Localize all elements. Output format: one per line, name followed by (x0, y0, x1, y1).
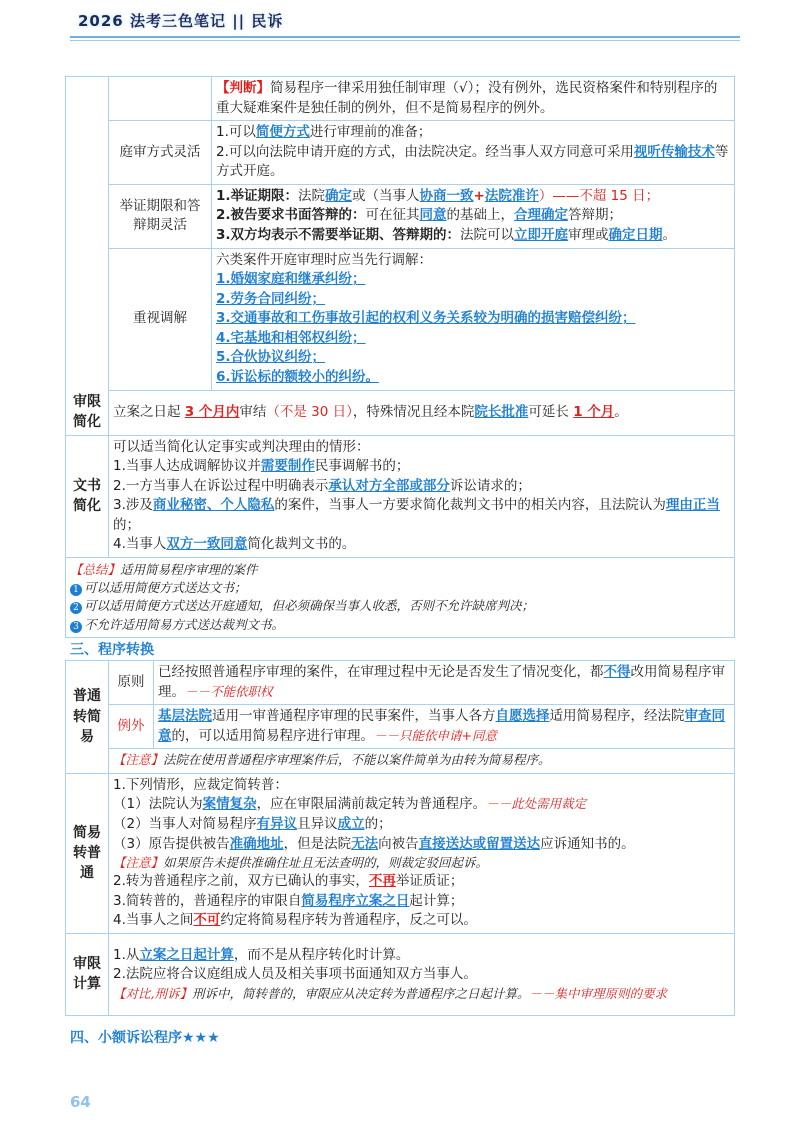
page-header (60, 6, 740, 50)
summary-note: 【总结】适用简易程序审理的案件 1 可以适用简便方式送达文书； 2 可以适用简便方式送达开庭通知，但必须确保当事人收悉，否则不允许缺席判决； 3 不允许适用简易方式送达裁判文书。 (66, 557, 735, 637)
principle-label: 原则 (109, 661, 154, 705)
exception-content: 基层法院适用一审普通程序审理的民事案件，当事人各方自愿选择适用简易程序，经法院审查同意的，可以适用简易程序进行审理。－－只能依申请+同意 (154, 705, 735, 749)
mediation-item: 5.合伙协议纠纷； (216, 349, 326, 366)
header-rule (70, 36, 740, 38)
period-calc-content: 1.从立案之日起计算，而不是从程序转化时计算。 2.法院应将合议庭组成人员及相关事项书面通知双方当事人。 【对比,刑诉】刑诉中，简转普的，审限应从决定转为普通程序之日起计算。－－集中审理原则的要求 (109, 933, 735, 1015)
conversion-table (65, 660, 735, 1016)
simple-to-ord-content: 1.下列情形，应裁定简转普： （1）法院认为案情复杂，应在审限届满前裁定转为普通程序。－－此处需用裁定 （2）当事人对简易程序有异议且异议成立的； （3）原告提供被告准确地址，但是法院无法向被告直接送达或留置送达应诉通知书的。 【注意】如果原告未提供准确住址且无法查明的，则裁定驳回起诉。 2.转为普通程序之前，双方已确认的事实，不再举证质证； 3.简转普的，普通程序的审限自简易程序立案之日起计算； 4.当事人之间不可约定将简易程序转为普通程序，反之可以。 (109, 773, 735, 933)
section-title-conversion: 三、程序转换 (70, 642, 154, 658)
simple-to-ord-label: 简易转普通 (66, 773, 109, 933)
number-badge: 2 (70, 602, 82, 614)
mediation-label: 重视调解 (109, 248, 212, 390)
mediation-content: 六类案件开庭审理时应当先行调解： 1.婚姻家庭和继承纠纷； 2.劳务合同纠纷； 3.交通事故和工伤事故引起的权利义务关系较为明确的损害赔偿纠纷； 4.宅基地和相邻权纠纷； 5.合伙协议纠纷； 6.诉讼标的额较小的纠纷。 (212, 248, 735, 390)
period-content: 立案之日起 3 个月内审结（不是 30 日），特殊情况且经本院院长批准可延长 1 个月。 (109, 390, 735, 435)
evidence-label: 举证期限和答辩期灵活 (109, 184, 212, 248)
mediation-item: 6.诉讼标的额较小的纠纷。 (216, 368, 380, 385)
period-label: 审限简化 (66, 390, 109, 435)
ord-caution: 【注意】法院在使用普通程序审理案件后，不能以案件简单为由转为简易程序。 (109, 749, 735, 774)
header-rule-thin (70, 40, 740, 41)
trial-mode-content: 1.可以简便方式进行审理前的准备； 2.可以向法院申请开庭的方式，由法院决定。经当事人双方同意可采用视听传输技术等方式开庭。 (212, 121, 735, 185)
judge-text: 简易程序一律采用独任制审理（√）；没有例外，选民资格案件和特别程序的重大疑难案件是独任制的例外，但不是简易程序的例外。 (216, 80, 718, 116)
evidence-content: 1.举证期限：法院确定或（当事人协商一致+法院准许）——不超 15 日； 2.被告要求书面答辩的：可在征其同意的基础上，合理确定答辩期； 3.双方均表示不需要举证期、答辩期的：法院可以立即开庭审理或确定日期。 (212, 184, 735, 248)
section-title-small-claims: 四、小额诉讼程序★★★ (70, 1030, 220, 1046)
judge-row (212, 77, 735, 121)
simple-procedure-table (65, 76, 735, 638)
principle-content: 已经按照普通程序审理的案件，在审理过程中无论是否发生了情况变化，都不得改用简易程序审理。－－不能依职权 (154, 661, 735, 705)
period-calc-label: 审限计算 (66, 933, 109, 1015)
mediation-item: 4.宅基地和相邻权纠纷； (216, 329, 366, 346)
number-badge: 1 (70, 584, 82, 596)
mediation-item: 3.交通事故和工伤事故引起的权利义务关系较为明确的损害赔偿纠纷； (216, 310, 636, 327)
mediation-item: 2.劳务合同纠纷； (216, 290, 326, 307)
judge-tag: 【判断】 (216, 80, 270, 96)
docs-content: 可以适当简化认定事实或判决理由的情形： 1.当事人达成调解协议并需要制作民事调解书的； 2.一方当事人在诉讼过程中明确表示承认对方全部或部分诉讼请求的； 3.涉及商业秘密、个人隐私的案件，当事人一方要求简化裁判文书中的相关内容，且法院认为理由正当的； 4.当事人双方一致同意简化裁判文书的。 (109, 435, 735, 557)
trial-mode-label: 庭审方式灵活 (109, 121, 212, 185)
exception-label: 例外 (109, 705, 154, 749)
page-number: 64 (70, 1093, 91, 1111)
docs-label: 文书简化 (66, 435, 109, 557)
header-title: 2026 法考三色笔记 || 民诉 (78, 12, 284, 30)
number-badge: 3 (70, 621, 82, 633)
blank-sub-cell (109, 77, 212, 121)
ord-to-simple-label: 普通转简易 (66, 661, 109, 774)
mediation-item: 1.婚姻家庭和继承纠纷； (216, 271, 366, 288)
blank-label-cell (66, 77, 109, 391)
